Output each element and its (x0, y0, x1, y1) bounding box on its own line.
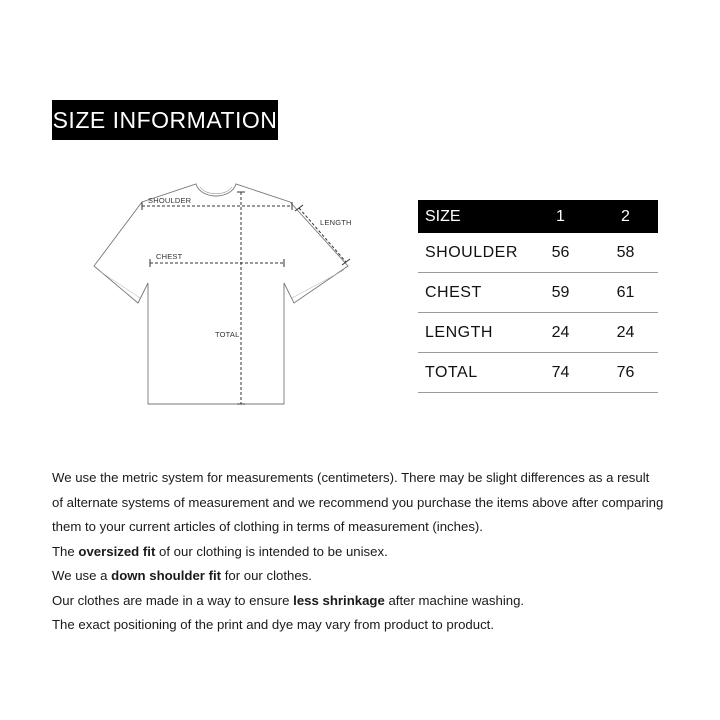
note-text: after machine washing. (384, 592, 525, 608)
note-emphasis: less shrinkage (293, 592, 385, 608)
size-table (418, 200, 658, 393)
row-value-size-1: 59 (528, 273, 593, 313)
header-size-2: 2 (593, 200, 658, 233)
table-row-chest (418, 273, 658, 313)
row-value-size-2: 24 (593, 313, 658, 353)
row-value-size-2: 58 (593, 233, 658, 273)
note-line-shrinkage (52, 589, 692, 614)
left-sleeve-hem (98, 270, 140, 298)
row-value-size-1: 24 (528, 313, 593, 353)
length-measure-line (299, 208, 346, 262)
total-label: TOTAL (215, 330, 240, 339)
header-size: SIZE (418, 200, 528, 233)
tshirt-outline (94, 184, 348, 404)
measurement-notes (52, 466, 692, 638)
size-table-header-row (418, 200, 658, 233)
table-row-length (418, 313, 658, 353)
note-emphasis: down shoulder fit (111, 568, 222, 583)
length-label: LENGTH (320, 218, 352, 227)
row-value-size-2: 61 (593, 273, 658, 313)
table-row-total (418, 353, 658, 393)
note-text: for our clothes. (221, 568, 312, 583)
note-line-shoulder-fit (52, 564, 692, 589)
row-label: CHEST (418, 273, 528, 313)
tshirt-diagram (86, 170, 376, 420)
collar-inner-line (200, 187, 232, 194)
note-emphasis: oversized fit (78, 543, 156, 559)
shoulder-label: SHOULDER (148, 196, 192, 205)
note-line: The exact positioning of the print and dye may vary from product to product. (52, 617, 495, 632)
length-measure-top-cap (295, 205, 303, 211)
row-value-size-2: 76 (593, 353, 658, 393)
row-value-size-1: 56 (528, 233, 593, 273)
note-line: We use the metric system for measurements (centimeters). There may be slight differences as a result (52, 470, 650, 485)
row-label: LENGTH (418, 313, 528, 353)
right-sleeve-hem (292, 270, 344, 298)
note-text: The (52, 543, 79, 559)
note-line: of alternate systems of measurement and we recommend you purchase the items above after comparing (52, 494, 664, 510)
note-line: them to your current articles of clothing in terms of measurement (inches). (52, 519, 483, 534)
row-label: SHOULDER (418, 233, 528, 273)
tshirt-illustration (86, 170, 376, 420)
chest-label: CHEST (156, 252, 183, 261)
note-line-oversized (52, 540, 692, 565)
note-text: We use a (52, 568, 112, 583)
note-text: Our clothes are made in a way to ensure (52, 592, 294, 608)
row-value-size-1: 74 (528, 353, 593, 393)
row-label: TOTAL (418, 353, 528, 393)
page-title: SIZE INFORMATION (52, 100, 278, 140)
header-size-1: 1 (528, 200, 593, 233)
table-row-shoulder (418, 233, 658, 273)
note-text: of our clothing is intended to be unisex. (155, 543, 388, 559)
